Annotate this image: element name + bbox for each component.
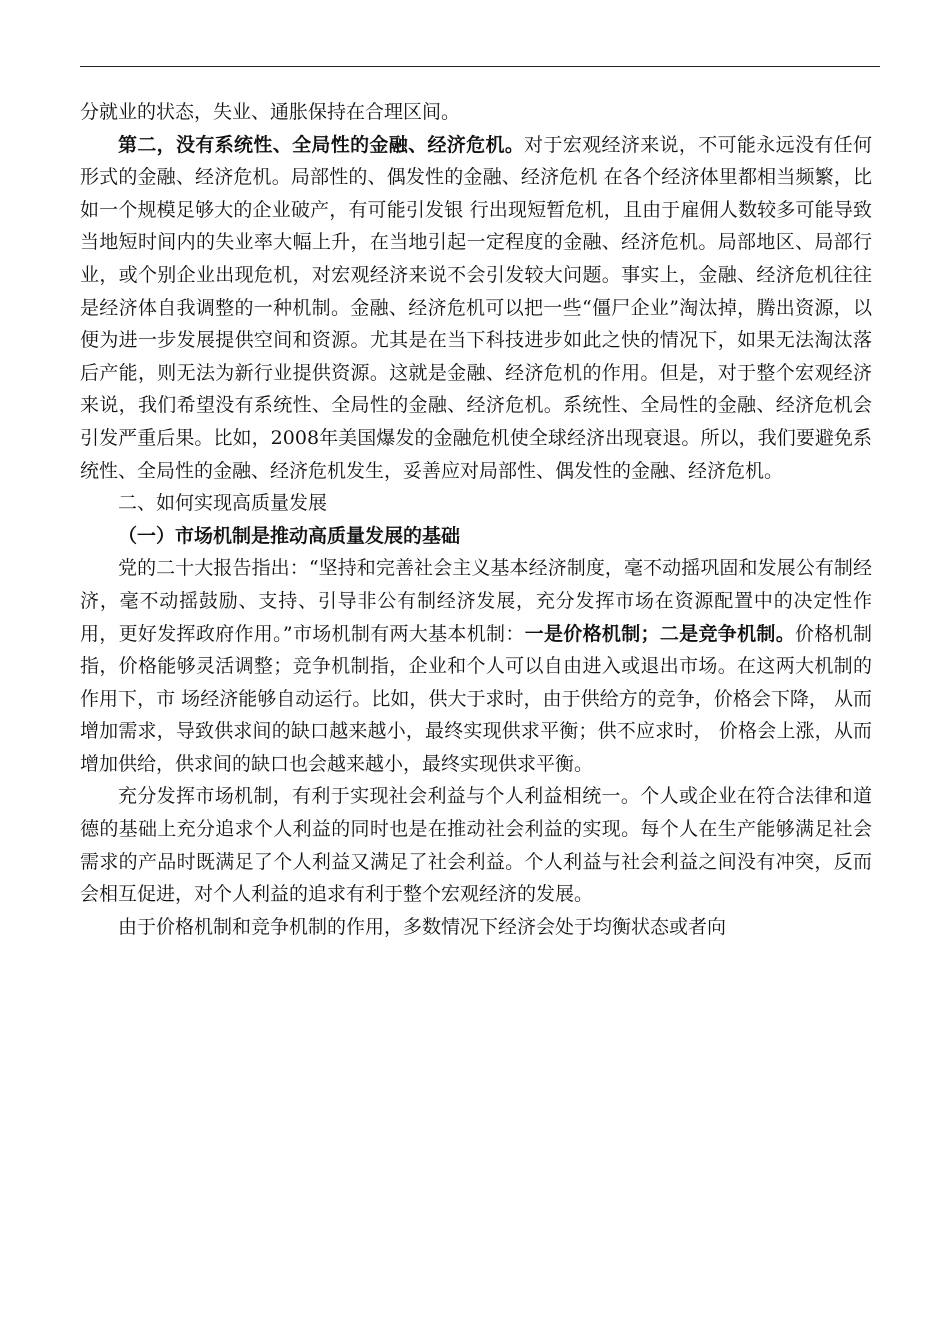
paragraph-no-systemic-crisis [80, 129, 872, 488]
paragraph-market-mechanism [80, 552, 872, 780]
paragraph-social-individual-interest: 充分发挥市场机制，有利于实现社会利益与个人利益相统一。个人或企业在符合法律和道德的基础上充分追求个人利益的同时也是在推动社会利益的实现。每个人在生产能够满足社会需求的产品时既满足了个人利益又满足了社会利益。个人利益与社会利益之间没有冲突，反而会相互促进，对个人利益的追求有利于整个宏观经济的发展。 [80, 785, 872, 906]
paragraph-text: 党的二十大报告指出：“坚持和完善社会主义基本经济制度，毫不动摇巩固和发展公有制经济，毫不动摇鼓励、支持、引导非公有制经济发展，充分发挥市场在资源配置中的决定性作用，更好发挥政府作用。”市场机制有两大基本机制： [80, 557, 872, 645]
paragraph-text: 对于宏观经济来说，不可能永远没有任何形式的金融、经济危机。局部性的、偶发性的金融、经济危机 在各个经济体里都相当频繁，比如一个规模足够大的企业破产，有可能引发银 行出现短暂危机，且由于雇佣人数较多可能导致当地短时间内的失业率大幅上升，在当地引起一定程度的金融、经济危机。局部地区、局部行业，或个别企业出现危机，对宏观经济来说不会引发较大问题。事实上，金融、经济危机往往是经济体自我调整的一种机制。金融、经济危机可以把一些“僵尸企业”淘汰掉，腾出资源，以便为进一步发展提供空间和资源。尤其是在当下科技进步如此之快的情况下，如果无法淘汰落后产能，则无法为新行业提供资源。这就是金融、经济危机的作用。但是，对于整个宏观经济来说，我们希望没有系统性、全局性的金融、经济危机。系统性、全局性的金融、经济危机会引发严重后果。比如，2008年美国爆发的金融危机使全球经济出现衰退。所以，我们要避免系统性、全局性的金融、经济危机发生，妥善应对局部性、偶发性的金融、经济危机。 [80, 133, 872, 482]
paragraph-equilibrium: 由于价格机制和竞争机制的作用，多数情况下经济会处于均衡状态或者向 [118, 915, 727, 938]
header-rule [80, 66, 880, 67]
section-heading: 二、如何实现高质量发展 [118, 492, 328, 515]
paragraph-lead-bold: 第二，没有系统性、全局性的金融、经济危机。 [118, 133, 525, 156]
paragraph-emphasis-bold: 一是价格机制；二是竞争机制。 [524, 622, 796, 645]
paragraph-text: 价格机制指，价格能够灵活调整；竞争机制指，企业和个人可以自由进入或退出市场。在这两大机制的作用下，市 场经济能够自动运行。比如，供大于求时，由于供给方的竞争，价格会下降， 从而增加需求，导致供求间的缺口越来越小，最终实现供求平衡；供不应求时， 价格会上涨，从而增加供给，供求间的缺口也会越来越小，最终实现供求平衡。 [80, 622, 872, 775]
paragraph-continuation: 分就业的状态，失业、通胀保持在合理区间。 [80, 101, 461, 123]
subsection-heading: （一）市场机制是推动高质量发展的基础 [118, 524, 461, 547]
document-body [80, 96, 872, 943]
